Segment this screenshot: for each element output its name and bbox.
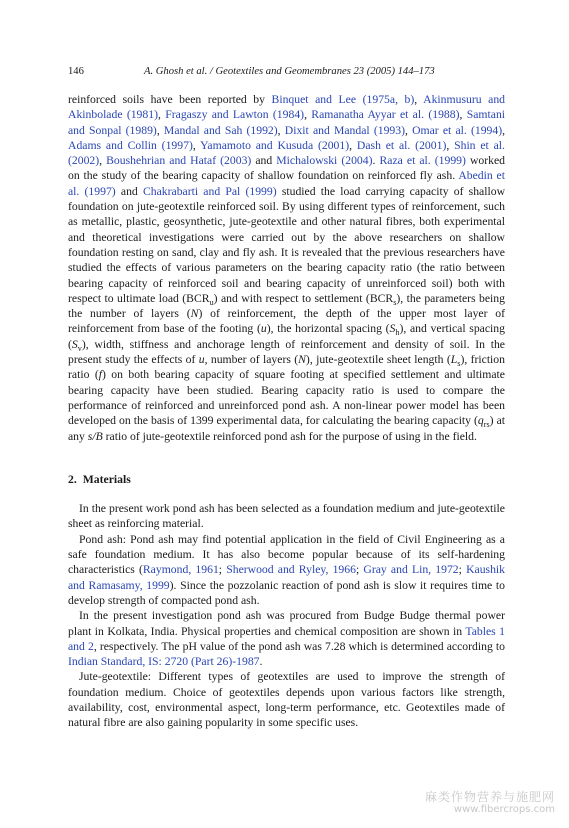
- text-run: In the present work pond ash has been selected as a foundation medium and jute-geotextile sheet as reinforcing material.: [68, 502, 505, 531]
- text-run: ), jute-geotextile sheet length (: [305, 353, 451, 367]
- citation-link[interactable]: Fragaszy and Lawton (1984): [165, 108, 305, 122]
- paragraph-jute-geotextile: [68, 669, 505, 730]
- subscript: h: [395, 328, 400, 338]
- text-run: and: [115, 184, 143, 198]
- subscript: s: [393, 297, 397, 307]
- page-header: [68, 65, 508, 79]
- text-run: ,: [304, 108, 312, 122]
- running-head: A. Ghosh et al. / Geotextiles and Geomembranes 23 (2005) 144–173: [144, 66, 435, 77]
- text-run: .: [372, 154, 380, 168]
- citation-link[interactable]: Ramanatha Ayyar et al. (1988): [311, 108, 460, 122]
- text-run: , number of layers (: [204, 353, 299, 367]
- text-run: ) of reinforcement, the depth of the upper most layer of reinforcement from base of the footing (: [68, 307, 506, 336]
- citation-link[interactable]: Mandal and Sah (1992): [163, 123, 278, 137]
- citation-link[interactable]: Akinmusuru and Akinbolade (1981): [68, 93, 506, 122]
- text-run: ,: [99, 154, 107, 168]
- citation-link[interactable]: Chakrabarti and Pal (1999): [142, 184, 277, 198]
- subscript: rs: [483, 420, 490, 430]
- math-symbol: L: [450, 353, 458, 367]
- text-run: ), width, stiffness and anchorage length of reinforcement and density of soil. In the present study the effects of: [68, 337, 505, 367]
- subscript: v: [77, 343, 82, 353]
- paragraph-pond-ash: [68, 532, 505, 608]
- text-run: ) on both bearing capacity of square footing at specified settlement and ultimate bearing capacity have been studied. Bearing capacity ratio is used to compare the performance of reinforced and unreinforced pond ash. A non-linear power model has been developed on the basis of 1399 experimental data, for calculating the bearing capacity (: [68, 368, 505, 428]
- citation-link[interactable]: Adams and Collin (1997): [68, 138, 193, 152]
- text-run: .: [259, 655, 263, 669]
- citation-link[interactable]: Sherwood and Ryley, 1966: [226, 563, 356, 577]
- standard-reference-link[interactable]: Indian Standard, IS: 2720 (Part 26)-1987: [68, 655, 260, 669]
- paragraph-materials-intro: [68, 501, 505, 532]
- text-run: Jute-geotextile: Different types of geotextiles are used to improve the strength of foundation medium. Choice of geotextiles depends upon various factors like strength, availability, cost, environmental aspect, long-term performance, etc. Geotextiles made of natural fibre are also gaining popularity in some specific uses.: [68, 670, 505, 730]
- watermark: [425, 790, 555, 816]
- math-symbol: S: [389, 322, 396, 336]
- citation-link[interactable]: Samtani and Sonpal (1989): [68, 108, 506, 137]
- text-run: ), friction ratio (: [68, 353, 505, 382]
- watermark-chinese-text: 麻类作物营养与施肥网: [424, 790, 555, 804]
- text-run: ,: [405, 123, 413, 137]
- math-symbol: q: [477, 414, 484, 428]
- text-run: ,: [459, 108, 467, 122]
- text-run: , respectively. The pH value of the pond ash was 7.28 which is determined according to: [93, 639, 505, 653]
- citation-link[interactable]: Yamamoto and Kusuda (2001): [200, 138, 350, 152]
- citation-link[interactable]: Binquet and Lee (1975a, b): [271, 93, 415, 106]
- section-number: 2.: [68, 472, 77, 486]
- text-run: ), the parameters being the number of layers (: [68, 291, 505, 321]
- math-symbol: f: [98, 368, 102, 382]
- table-reference-link[interactable]: Tables 1 and 2: [68, 624, 505, 653]
- subscript: u: [209, 297, 214, 307]
- body-text: [68, 92, 505, 731]
- text-run: ,: [349, 138, 357, 152]
- citation-link[interactable]: Shin et al. (2002): [68, 138, 505, 168]
- text-run: ,: [158, 108, 166, 122]
- subscript: s: [457, 358, 461, 368]
- math-symbol: N: [190, 307, 199, 321]
- citation-link[interactable]: Dash et al. (2001): [356, 138, 447, 152]
- paragraph-pond-ash-source: [68, 608, 505, 669]
- text-run: ,: [446, 138, 455, 152]
- text-run: worked on the study of the bearing capacity of shallow foundation on reinforced fly ash.: [68, 154, 506, 183]
- citation-link[interactable]: Raymond, 1961: [142, 563, 219, 577]
- text-run: ;: [218, 563, 227, 577]
- text-run: ) and with respect to settlement (BCR: [213, 291, 394, 305]
- text-run: ,: [156, 123, 164, 137]
- text-run: ,: [192, 138, 201, 152]
- section-heading: [68, 472, 505, 487]
- watermark-url: www.fibercrops.com: [453, 804, 555, 815]
- citation-link[interactable]: Dixit and Mandal (1993): [284, 123, 405, 137]
- citation-link[interactable]: Michalowski (2004): [276, 154, 373, 168]
- text-run: ), and vertical spacing (: [68, 322, 505, 351]
- text-run: ;: [458, 563, 467, 577]
- text-run: In the present investigation pond ash was procured from Budge Budge thermal power plant in Kolkata, India. Physical properties and chemical composition are shown in: [68, 609, 505, 638]
- text-run: ) at any: [68, 414, 505, 443]
- citation-link[interactable]: Kaushik and Ramasamy, 1999: [68, 563, 506, 592]
- text-run: ,: [502, 123, 506, 137]
- text-run: ). Since the pozzolanic reaction of pond ash is slow it requires time to develop strength of compacted pond ash.: [68, 578, 505, 607]
- text-run: studied the load carrying capacity of shallow foundation on jute-geotextile reinforced soil. By using different types of reinforcement, such as metallic, plastic, geosynthetic, jute-geotextile and other natural fibres, both experimental and theoretical investigations were carried out by the above researchers on shallow foundation resting on sand, clay and fly ash. It is revealed that the previous researchers have studied the effects of various parameters on the bearing capacity ratio (the ratio between bearing capacity of reinforced soil and bearing capacity of unreinforced soil) both with respect to ultimate load (BCR: [68, 184, 506, 305]
- math-symbol: N: [298, 353, 306, 367]
- page-number: 146: [68, 66, 84, 77]
- text-run: ), the horizontal spacing (: [266, 322, 390, 336]
- paragraph-intro-literature: [68, 92, 505, 444]
- text-run: ;: [355, 563, 364, 577]
- text-run: ,: [277, 123, 285, 137]
- math-symbol: S: [71, 337, 78, 351]
- math-symbol: u: [260, 322, 267, 336]
- citation-link[interactable]: Gray and Lin, 1972: [363, 563, 459, 577]
- citation-link[interactable]: Abedin et al. (1997): [68, 169, 505, 198]
- text-run: Pond ash: Pond ash may find potential application in the field of Civil Engineering as a safe foundation medium. It has also become popular because of its self-hardening characteristics (: [68, 532, 505, 577]
- text-run: reinforced soils have been reported by: [68, 93, 272, 106]
- citation-link[interactable]: Raza et al. (1999): [379, 154, 466, 168]
- citation-link[interactable]: Boushehrian and Hataf (2003): [106, 154, 252, 168]
- citation-link[interactable]: Omar et al. (1994): [412, 123, 503, 137]
- text-run: ratio of jute-geotextile reinforced pond ash for the purpose of using in the field.: [102, 429, 477, 443]
- text-run: ,: [414, 93, 424, 106]
- math-symbol: u: [198, 353, 205, 367]
- text-run: and: [251, 154, 277, 168]
- section-title: Materials: [82, 472, 131, 486]
- math-symbol: s/B: [87, 429, 103, 443]
